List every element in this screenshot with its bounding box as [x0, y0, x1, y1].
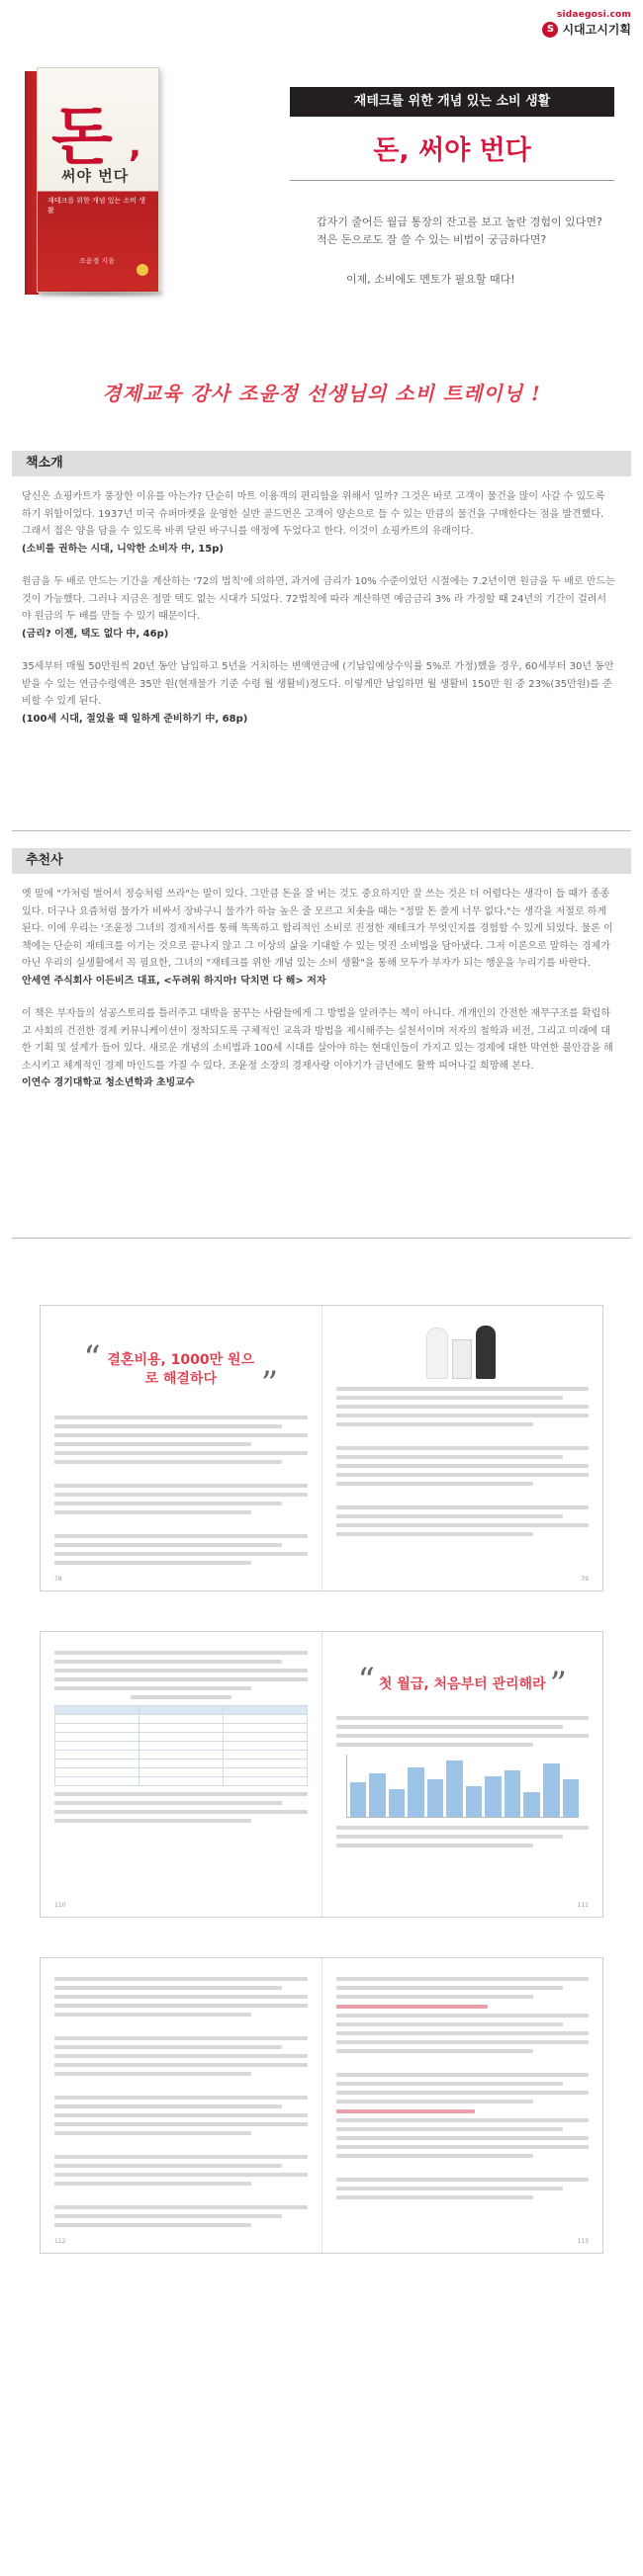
text-line — [54, 2122, 308, 2126]
text-line — [54, 2182, 251, 2186]
text-line — [336, 2195, 533, 2199]
text-line — [54, 2013, 251, 2017]
text-line — [54, 1677, 308, 1681]
brand-url[interactable]: sidaegosi.com — [556, 10, 631, 20]
page-footer: 110 — [54, 1902, 66, 1909]
sample-page-left — [41, 1958, 322, 2253]
intro-questions — [317, 214, 623, 249]
text-line — [54, 1451, 308, 1455]
book-front — [37, 67, 159, 293]
text-line — [336, 2031, 590, 2035]
text-line — [54, 1484, 308, 1488]
text-line — [336, 1505, 590, 1509]
sample-table — [54, 1705, 308, 1786]
title-divider — [290, 180, 614, 181]
excerpt-body — [22, 488, 615, 743]
section-divider — [12, 1238, 631, 1239]
text-line — [54, 2113, 308, 2117]
cover-author: 조윤정 지음 — [79, 257, 116, 265]
wedding-photo — [418, 1320, 505, 1379]
page-title: 돈, 써야 번다 — [373, 135, 531, 166]
chart-bar — [485, 1776, 502, 1817]
text-line — [336, 2145, 590, 2149]
tagline-bar: 재테크를 위한 개념 있는 소비 생활 — [290, 87, 614, 117]
text-line — [336, 2014, 590, 2018]
page-footer: 112 — [54, 2238, 66, 2245]
text-line — [54, 1424, 282, 1428]
page-footer: 79 — [581, 1576, 589, 1583]
cover-band-text: 재테크를 위한 개념 있는 소비 생활 — [47, 197, 146, 215]
chart-bar — [427, 1779, 444, 1817]
table-caption-bar — [54, 1695, 308, 1699]
sample-page-left — [41, 1306, 322, 1590]
chart-bar — [408, 1767, 424, 1817]
cover-big-char: 돈 — [51, 100, 113, 174]
text-line — [54, 1669, 308, 1673]
text-line — [336, 1514, 564, 1518]
text-line — [336, 1446, 590, 1450]
open-quote-icon: “ — [357, 1661, 375, 1700]
text-line — [336, 1826, 590, 1830]
intro-line-1: 갑자기 줄어든 월급 통장의 잔고를 보고 놀란 경험이 있다면? — [317, 215, 602, 228]
text-line — [336, 1387, 590, 1391]
text-line — [336, 1743, 533, 1747]
text-line — [336, 2187, 564, 2190]
text-line — [54, 1986, 282, 1990]
text-line — [336, 2082, 564, 2086]
text-line — [54, 1510, 251, 1514]
text-line — [336, 1422, 533, 1426]
sample-spread-2 — [40, 1631, 603, 1918]
text-line — [54, 1442, 251, 1446]
text-line — [54, 2045, 282, 2049]
text-line — [336, 1716, 590, 1720]
sample-page-right — [322, 1306, 603, 1590]
text-line — [54, 2173, 308, 2177]
text-line — [54, 2164, 282, 2168]
text-line — [54, 1977, 308, 1981]
subheading-bar — [336, 2109, 590, 2113]
section-label-excerpt: 책소개 — [12, 451, 631, 476]
text-line — [54, 2104, 282, 2108]
recommend-source: 이연수 경기대학교 청소년학과 초빙교수 — [22, 1077, 195, 1088]
text-line — [336, 2154, 533, 2158]
text-line — [336, 1464, 590, 1468]
text-line — [54, 2096, 308, 2100]
excerpt-paragraph — [22, 573, 615, 643]
cake-figure — [452, 1339, 472, 1379]
excerpt-text: 원금을 두 배로 만드는 기간을 계산하는 '72의 법칙'에 의하면, 과거에 금리가 10% 수준이었던 시절에는 7.2년이면 원금을 두 배로 만드는 것이 가능했다. 그러나 지금은 정말 택도 없는 시대가 되었다. 72법칙에 따라 계산하면 예금금리 3% 라 가정할 때 24년의 기간이 걸려서야 원금의 두 배를 만들 수 있기 때문이다. — [22, 576, 615, 622]
page-footer: 78 — [54, 1576, 62, 1583]
close-quote-icon: ” — [260, 1364, 279, 1404]
text-line — [336, 2178, 590, 2182]
text-line — [336, 2049, 533, 2053]
text-line — [54, 2155, 308, 2159]
brand-logo[interactable] — [542, 21, 631, 38]
chart-bar — [523, 1792, 540, 1817]
excerpt-text: 당신은 쇼핑카트가 풍장한 이유를 아는가? 단순히 마트 이용객의 편리함을 위해서 일까? 그것은 바로 고객이 물건을 많이 사갈 수 있도록 하기 위함이었다. 1937년 미국 슈퍼마켓을 운영한 실반 골드먼은 고객이 양손으로 들 수 있는 만큼의 물건을 구매한다는 점을 발견했다. 그래서 접은 양을 담을 수 있도록 바퀴 달린 바구니를 애정에 두었다고 한다. 이것이 쇼핑카트의 유래이다. — [22, 491, 605, 537]
text-line — [54, 2054, 308, 2058]
text-line — [54, 1995, 308, 1999]
text-line — [336, 1734, 590, 1738]
text-line — [336, 1405, 590, 1409]
text-line — [54, 1534, 308, 1538]
text-line — [336, 2091, 590, 2095]
recommend-paragraph — [22, 886, 615, 989]
excerpt-paragraph — [22, 658, 615, 728]
chart-bar — [369, 1773, 386, 1817]
groom-figure — [476, 1326, 496, 1379]
sample-spread-1 — [40, 1305, 603, 1591]
text-line — [54, 1686, 251, 1690]
text-line — [54, 1810, 308, 1814]
sample-page-right — [322, 1632, 603, 1917]
text-line — [54, 1561, 251, 1565]
text-line — [54, 1460, 282, 1464]
subheading-bar — [336, 2005, 590, 2009]
recommend-source: 안세연 주식회사 이든비즈 대표, <두려워 하지마! 닥치면 다 해> 저자 — [22, 975, 326, 987]
text-line — [54, 1651, 308, 1655]
text-line — [336, 1986, 564, 1990]
text-line — [336, 2040, 590, 2044]
chart-bar — [446, 1760, 463, 1817]
bride-figure — [426, 1328, 448, 1379]
open-quote-icon: “ — [83, 1338, 101, 1378]
text-line — [336, 2136, 590, 2140]
chart-bar — [466, 1786, 483, 1818]
page-footer: 113 — [577, 2238, 589, 2245]
text-line — [54, 1416, 308, 1419]
cover-shadow — [33, 291, 163, 297]
sample-page-right — [322, 1958, 603, 2253]
sample-spread-3 — [40, 1957, 603, 2254]
text-line — [54, 1792, 308, 1796]
cover-subtitle: 써야 번다 — [61, 167, 130, 185]
chart-bar — [389, 1789, 406, 1817]
sample-bar-chart — [346, 1755, 580, 1818]
cover-seal-icon — [137, 264, 148, 276]
text-line — [336, 1523, 590, 1527]
text-line — [336, 1414, 590, 1417]
text-line — [336, 1396, 564, 1400]
excerpt-source: (금리? 이젠, 택도 없다 中, 46p) — [22, 628, 169, 640]
text-line — [336, 1995, 533, 1999]
book-cover — [25, 67, 161, 297]
brand-header — [542, 10, 631, 38]
page-footer: 111 — [577, 1902, 589, 1909]
text-line — [336, 1725, 564, 1729]
text-line — [54, 1493, 308, 1497]
text-line — [336, 2022, 564, 2026]
text-line — [54, 1552, 308, 1556]
text-line — [54, 1543, 282, 1547]
text-line — [54, 2131, 251, 2135]
text-line — [54, 1660, 282, 1664]
excerpt-paragraph — [22, 488, 615, 558]
text-line — [336, 1532, 533, 1536]
recommend-text: 옛 말에 "가처럼 벌어서 정승처럼 쓰라"는 말이 있다. 그만큼 돈을 잘 버는 것도 중요하지만 잘 쓰는 것은 더 어렵다는 생각이 들 때가 종종 있다. 더구나 요즘처럼 물가가 비싸서 장바구니 물가가 하늘 높은 줄 모르고 치솟을 때는 "정말 돈 쓸게 너무 없다."는 생각을 저절로 하게 된다. 이에 우리는 '조윤정 그녀의 경제저서를 통해 똑똑하고 합리적인 소비로 진정한 재테크가 무엇인지를 경험할 수 있게 되었다. 물론 이 책에는 단순히 재테크를 이기는 것으로 끝나지 않고 그 이상의 삶을 기대할 수 있는 멋진 소비법을 담아냈다. 그저 이론으로 말하는 경제가 아닌 우리의 실생활에서 꼭 필요한, 그녀의 "재테크를 위한 개념 있는 소비 생활"을 통해 모두가 부자가 되는 행운을 누리기를 바란다. — [22, 889, 613, 969]
cover-comma: , — [129, 126, 141, 165]
text-line — [336, 1977, 590, 1981]
recommend-text: 이 책은 부자들의 성공스토리를 틀러주고 대박을 꿈꾸는 사람들에게 그 방법을 알려주는 책이 아니다. 개개인의 간전한 재무구조를 확립하고 사회의 건전한 경제 커뮤니케이션이 정착되도록 구체적인 교육과 방법을 제시해주는 실천서이며 저자의 철학과 비전, 그리고 미래에 대한 기획 및 설계가 들어 있다. 새로운 개념의 소비법과 100세 시대를 살아야 하는 현대인들이 가지고 있는 경제에 대한 막연한 불안감을 해소시키고 체계적인 경제 마인드를 가질 수 있다. 조윤정 소장의 경제사랑 이야기가 금년에도 활짝 피어나길 희망해 본다. — [22, 1008, 613, 1072]
text-line — [54, 2072, 251, 2076]
close-quote-icon: ” — [549, 1665, 567, 1704]
excerpt-text: 35세부터 매월 50만원씩 20년 동안 납입하고 5년을 거치하는 변액연금에 (기납입예상수익률 5%로 가정)했을 경우, 60세부터 30년 동안 받을 수 있는 연금수령액은 35만 원(현재물가 기준 수령 월 생활비)정도다. 이렇게만 납입하면 월 생활비 150만 원 중 23%(35만원)를 준비할 수 있게 된다. — [22, 661, 614, 707]
sample-heading: 첫 월급, 처음부터 관리해라 — [378, 1676, 546, 1692]
text-line — [336, 2073, 590, 2077]
chart-bar — [505, 1770, 521, 1817]
section-divider — [12, 830, 631, 831]
intro-line-3: 이제, 소비에도 멘토가 필요할 때다! — [346, 273, 515, 286]
text-line — [336, 2127, 564, 2131]
text-line — [54, 2223, 251, 2227]
text-line — [336, 1455, 564, 1459]
text-line — [54, 1502, 282, 1505]
text-line — [54, 1433, 308, 1437]
text-line — [336, 1835, 564, 1839]
excerpt-source: (소비를 권하는 시대, 니악한 소비자 中, 15p) — [22, 543, 224, 555]
text-line — [336, 1482, 533, 1486]
recommend-paragraph — [22, 1005, 615, 1092]
text-line — [336, 1844, 533, 1847]
chart-bar — [563, 1779, 580, 1817]
text-line — [54, 2063, 308, 2067]
recommend-body — [22, 886, 615, 1108]
logo-mark-icon: S — [542, 22, 558, 38]
text-line — [336, 1473, 590, 1477]
intro-line-2: 적은 돈으로도 잘 쓸 수 있는 비법이 궁금하다면? — [317, 233, 547, 247]
chart-bar — [350, 1782, 367, 1817]
text-line — [54, 2036, 308, 2040]
excerpt-source: (100세 시대, 절었을 때 일하게 준비하기 中, 68p) — [22, 713, 248, 725]
sample-page-left — [41, 1632, 322, 1917]
chart-bar — [543, 1763, 560, 1817]
section-label-recommend: 추천사 — [12, 848, 631, 874]
text-line — [336, 2118, 590, 2122]
text-line — [54, 2214, 282, 2218]
text-line — [54, 1819, 251, 1823]
text-line — [54, 1801, 282, 1805]
sample-heading: 결혼비용, 1000만 원으로 해결하다 — [107, 1352, 255, 1387]
text-line — [54, 2004, 308, 2008]
text-line — [336, 2100, 533, 2104]
text-line — [54, 2205, 308, 2209]
handwritten-banner: 경제교육 강사 조윤정 선생님의 소비 트레이닝 ! — [102, 382, 541, 405]
brand-name: 시대고시기획 — [562, 23, 631, 37]
